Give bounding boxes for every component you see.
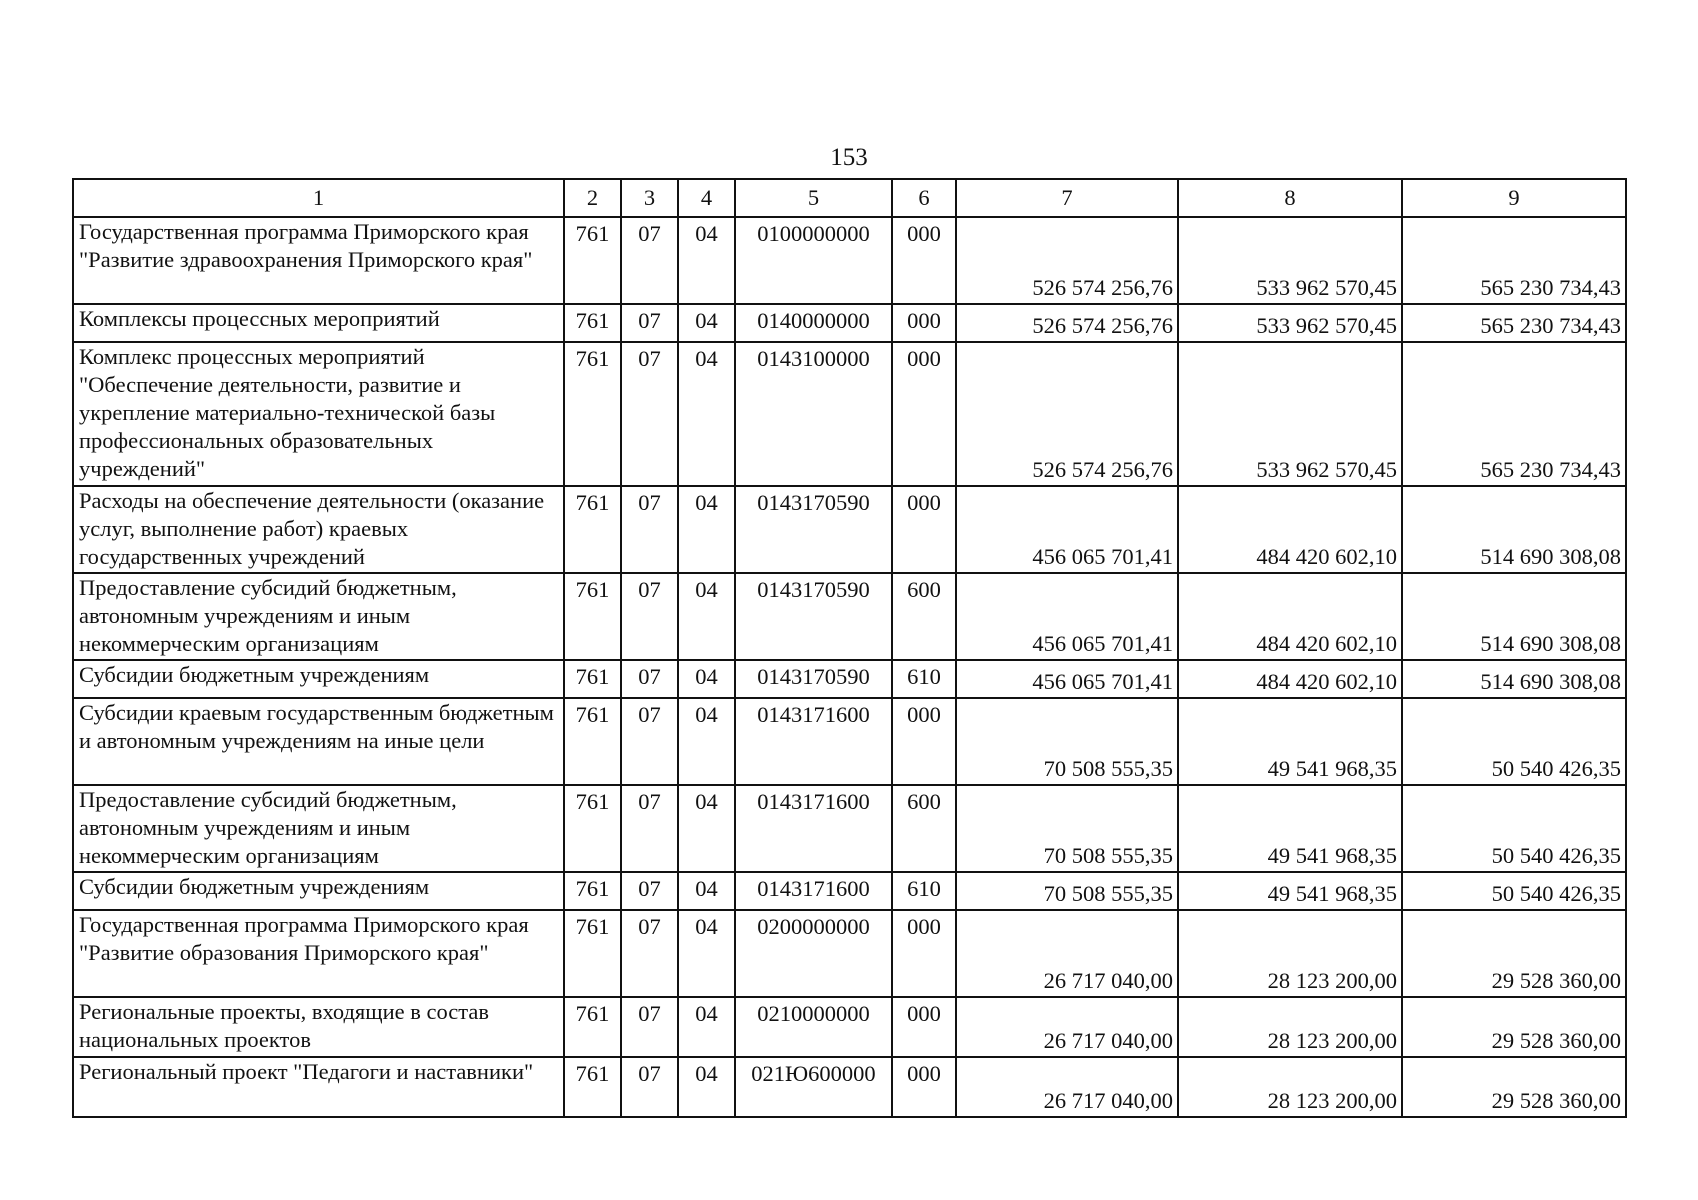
row-col-7: 456 065 701,41 xyxy=(956,660,1178,698)
row-col-3: 07 xyxy=(621,1057,678,1117)
header-col-8: 8 xyxy=(1178,179,1402,217)
table-row xyxy=(73,342,1626,486)
row-col-2: 761 xyxy=(564,342,621,486)
row-col-7: 526 574 256,76 xyxy=(956,217,1178,304)
row-col-5: 021Ю600000 xyxy=(735,1057,892,1117)
row-col-9: 29 528 360,00 xyxy=(1402,1057,1626,1117)
table-row xyxy=(73,910,1626,997)
row-col-3: 07 xyxy=(621,217,678,304)
row-col-8: 49 541 968,35 xyxy=(1178,785,1402,872)
row-col-8: 49 541 968,35 xyxy=(1178,872,1402,910)
row-name: Предоставление субсидий бюджетным, автономным учреждениям и иным некоммерческим организациям xyxy=(73,573,564,660)
row-col-2: 761 xyxy=(564,997,621,1057)
row-col-8: 533 962 570,45 xyxy=(1178,342,1402,486)
header-col-4: 4 xyxy=(678,179,735,217)
row-col-2: 761 xyxy=(564,1057,621,1117)
row-col-5: 0200000000 xyxy=(735,910,892,997)
row-name: Предоставление субсидий бюджетным, автономным учреждениям и иным некоммерческим организациям xyxy=(73,785,564,872)
row-col-9: 29 528 360,00 xyxy=(1402,910,1626,997)
row-col-7: 456 065 701,41 xyxy=(956,486,1178,573)
row-col-2: 761 xyxy=(564,573,621,660)
row-col-6: 000 xyxy=(892,486,956,573)
row-col-5: 0143171600 xyxy=(735,785,892,872)
header-col-9: 9 xyxy=(1402,179,1626,217)
row-col-7: 70 508 555,35 xyxy=(956,698,1178,785)
row-col-5: 0143170590 xyxy=(735,573,892,660)
row-col-7: 526 574 256,76 xyxy=(956,304,1178,342)
row-col-8: 533 962 570,45 xyxy=(1178,217,1402,304)
header-col-7: 7 xyxy=(956,179,1178,217)
row-name: Региональный проект "Педагоги и наставники" xyxy=(73,1057,564,1117)
row-col-7: 526 574 256,76 xyxy=(956,342,1178,486)
table-row xyxy=(73,698,1626,785)
row-col-2: 761 xyxy=(564,872,621,910)
row-col-8: 28 123 200,00 xyxy=(1178,1057,1402,1117)
row-col-6: 000 xyxy=(892,304,956,342)
row-col-3: 07 xyxy=(621,573,678,660)
row-col-3: 07 xyxy=(621,872,678,910)
row-col-5: 0143171600 xyxy=(735,872,892,910)
row-col-7: 456 065 701,41 xyxy=(956,573,1178,660)
header-col-5: 5 xyxy=(735,179,892,217)
row-col-4: 04 xyxy=(678,573,735,660)
row-name: Субсидии краевым государственным бюджетным и автономным учреждениям на иные цели xyxy=(73,698,564,785)
table-body xyxy=(73,217,1626,1117)
row-col-3: 07 xyxy=(621,342,678,486)
row-col-4: 04 xyxy=(678,872,735,910)
table-row xyxy=(73,872,1626,910)
row-col-9: 50 540 426,35 xyxy=(1402,785,1626,872)
row-col-3: 07 xyxy=(621,997,678,1057)
header-col-6: 6 xyxy=(892,179,956,217)
row-col-3: 07 xyxy=(621,698,678,785)
table-header xyxy=(73,179,1626,217)
row-col-5: 0143171600 xyxy=(735,698,892,785)
row-col-4: 04 xyxy=(678,342,735,486)
row-col-8: 484 420 602,10 xyxy=(1178,486,1402,573)
row-col-2: 761 xyxy=(564,785,621,872)
table-row xyxy=(73,1057,1626,1117)
table-row xyxy=(73,304,1626,342)
row-col-4: 04 xyxy=(678,660,735,698)
row-col-6: 000 xyxy=(892,698,956,785)
row-col-5: 0100000000 xyxy=(735,217,892,304)
row-col-4: 04 xyxy=(678,785,735,872)
row-col-5: 0143170590 xyxy=(735,660,892,698)
row-col-5: 0140000000 xyxy=(735,304,892,342)
row-col-4: 04 xyxy=(678,1057,735,1117)
row-col-3: 07 xyxy=(621,660,678,698)
row-col-8: 49 541 968,35 xyxy=(1178,698,1402,785)
row-name: Расходы на обеспечение деятельности (оказание услуг, выполнение работ) краевых государственных учреждений xyxy=(73,486,564,573)
row-name: Субсидии бюджетным учреждениям xyxy=(73,660,564,698)
row-col-9: 50 540 426,35 xyxy=(1402,698,1626,785)
row-col-6: 000 xyxy=(892,997,956,1057)
header-row xyxy=(73,179,1626,217)
row-col-8: 28 123 200,00 xyxy=(1178,997,1402,1057)
row-col-2: 761 xyxy=(564,698,621,785)
row-col-2: 761 xyxy=(564,486,621,573)
row-col-4: 04 xyxy=(678,217,735,304)
row-col-4: 04 xyxy=(678,304,735,342)
row-col-8: 484 420 602,10 xyxy=(1178,573,1402,660)
row-col-6: 600 xyxy=(892,573,956,660)
row-col-5: 0210000000 xyxy=(735,997,892,1057)
header-col-2: 2 xyxy=(564,179,621,217)
row-col-8: 28 123 200,00 xyxy=(1178,910,1402,997)
row-col-4: 04 xyxy=(678,910,735,997)
row-col-4: 04 xyxy=(678,997,735,1057)
row-col-6: 000 xyxy=(892,217,956,304)
header-col-1: 1 xyxy=(73,179,564,217)
table-row xyxy=(73,785,1626,872)
row-col-9: 50 540 426,35 xyxy=(1402,872,1626,910)
row-col-3: 07 xyxy=(621,785,678,872)
row-col-9: 514 690 308,08 xyxy=(1402,573,1626,660)
table-row xyxy=(73,997,1626,1057)
row-col-2: 761 xyxy=(564,304,621,342)
row-name: Государственная программа Приморского края "Развитие здравоохранения Приморского края" xyxy=(73,217,564,304)
row-col-7: 26 717 040,00 xyxy=(956,910,1178,997)
page-number: 153 xyxy=(830,144,868,171)
row-col-5: 0143170590 xyxy=(735,486,892,573)
header-col-3: 3 xyxy=(621,179,678,217)
row-col-2: 761 xyxy=(564,217,621,304)
row-name: Субсидии бюджетным учреждениям xyxy=(73,872,564,910)
row-name: Государственная программа Приморского края "Развитие образования Приморского края" xyxy=(73,910,564,997)
row-col-4: 04 xyxy=(678,698,735,785)
row-name: Региональные проекты, входящие в состав национальных проектов xyxy=(73,997,564,1057)
row-col-9: 514 690 308,08 xyxy=(1402,660,1626,698)
row-col-6: 000 xyxy=(892,342,956,486)
row-col-7: 70 508 555,35 xyxy=(956,872,1178,910)
row-col-4: 04 xyxy=(678,486,735,573)
row-col-8: 484 420 602,10 xyxy=(1178,660,1402,698)
row-col-7: 70 508 555,35 xyxy=(956,785,1178,872)
row-name: Комплексы процессных мероприятий xyxy=(73,304,564,342)
table-row xyxy=(73,217,1626,304)
row-col-7: 26 717 040,00 xyxy=(956,1057,1178,1117)
row-col-2: 761 xyxy=(564,660,621,698)
row-col-3: 07 xyxy=(621,910,678,997)
table-row xyxy=(73,573,1626,660)
row-col-7: 26 717 040,00 xyxy=(956,997,1178,1057)
row-name: Комплекс процессных мероприятий "Обеспечение деятельности, развитие и укрепление материально-технической базы профессиональных образовательных учреждений" xyxy=(73,342,564,486)
row-col-6: 610 xyxy=(892,660,956,698)
row-col-3: 07 xyxy=(621,304,678,342)
row-col-9: 565 230 734,43 xyxy=(1402,304,1626,342)
table-row xyxy=(73,486,1626,573)
table-row xyxy=(73,660,1626,698)
row-col-6: 600 xyxy=(892,785,956,872)
row-col-9: 565 230 734,43 xyxy=(1402,217,1626,304)
row-col-9: 514 690 308,08 xyxy=(1402,486,1626,573)
row-col-6: 000 xyxy=(892,1057,956,1117)
row-col-6: 610 xyxy=(892,872,956,910)
row-col-9: 565 230 734,43 xyxy=(1402,342,1626,486)
row-col-8: 533 962 570,45 xyxy=(1178,304,1402,342)
row-col-6: 000 xyxy=(892,910,956,997)
budget-table xyxy=(72,178,1627,1118)
row-col-3: 07 xyxy=(621,486,678,573)
row-col-5: 0143100000 xyxy=(735,342,892,486)
row-col-9: 29 528 360,00 xyxy=(1402,997,1626,1057)
row-col-2: 761 xyxy=(564,910,621,997)
